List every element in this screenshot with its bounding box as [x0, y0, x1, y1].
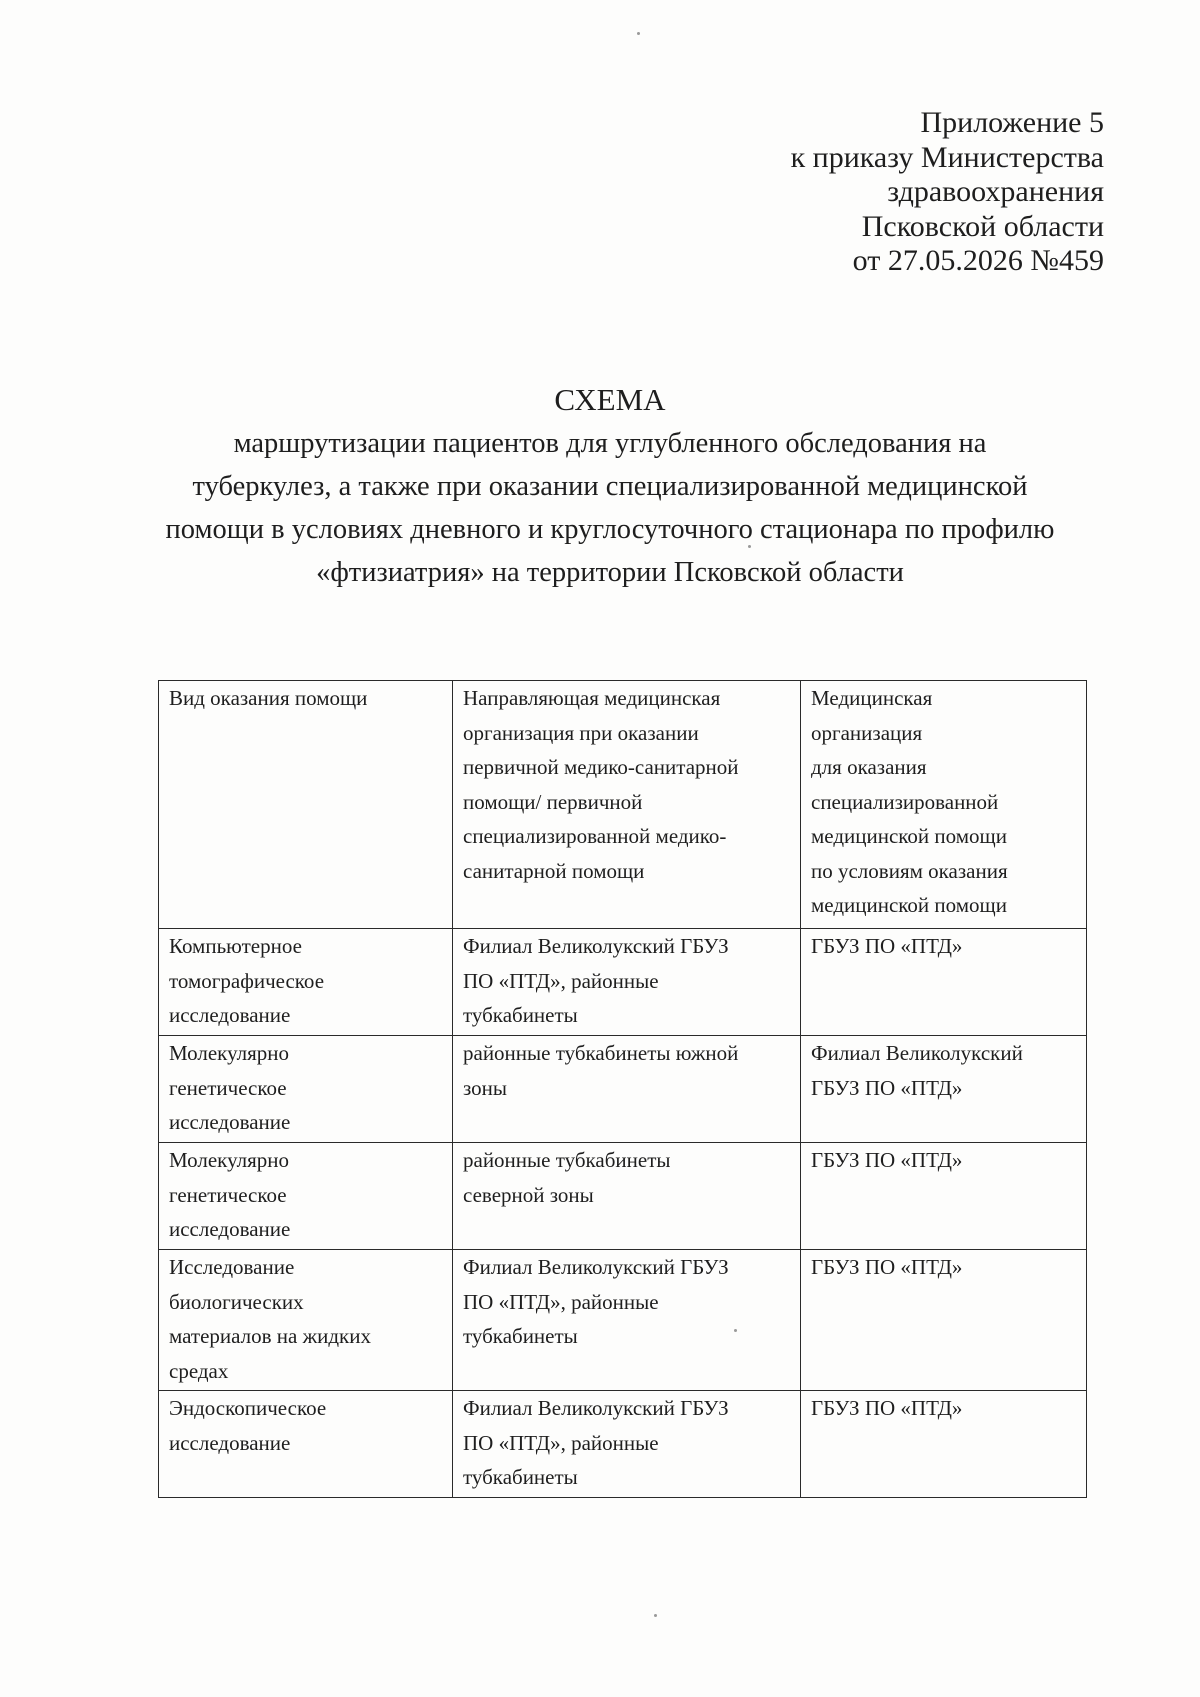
- scan-speck: [654, 1614, 657, 1617]
- cell-text-line: ПО «ПТД», районные: [463, 1430, 659, 1455]
- table-row: [159, 1036, 1087, 1143]
- cell-text-line: тубкабинеты: [463, 1003, 578, 1027]
- referring-organization-cell: [453, 1250, 801, 1391]
- cell-text-line: ГБУЗ ПО «ПТД»: [811, 1255, 963, 1279]
- appendix-line: от 27.05.2026 №459: [852, 244, 1104, 277]
- cell-text-line: Молекулярно: [169, 1041, 290, 1065]
- table-row: [159, 1250, 1087, 1391]
- appendix-line: Приложение 5: [920, 106, 1104, 139]
- specialized-organization-cell: [801, 1250, 1087, 1391]
- cell-text-line: биологических: [169, 1289, 304, 1314]
- cell-text-line: организация: [811, 720, 923, 745]
- title-subtitle-line: «фтизиатрия» на территории Псковской области: [316, 557, 904, 588]
- table-header-cell: [159, 681, 453, 929]
- cell-text-line: Исследование: [169, 1255, 295, 1279]
- document-title: [130, 380, 1090, 594]
- cell-text-line: первичной медико-санитарной: [463, 755, 739, 779]
- cell-text-line: исследование: [169, 1217, 291, 1241]
- cell-text-line: исследование: [169, 1430, 291, 1455]
- title-subtitle-line: туберкулез, а также при оказании специализированной медицинской: [192, 471, 1028, 502]
- cell-text-line: специализированной: [811, 789, 999, 814]
- cell-text-line: материалов на жидких: [169, 1324, 371, 1348]
- assistance-type-cell: [159, 1143, 453, 1250]
- cell-text-line: Направляющая медицинская: [463, 686, 721, 710]
- cell-text-line: ПО «ПТД», районные: [463, 1289, 659, 1314]
- table-header-cell: [801, 681, 1087, 929]
- referring-organization-cell: [453, 929, 801, 1036]
- cell-text-line: тубкабинеты: [463, 1465, 578, 1489]
- cell-text-line: Компьютерное: [169, 934, 302, 958]
- table-header-cell: [453, 681, 801, 929]
- specialized-organization-cell: [801, 929, 1087, 1036]
- appendix-line: здравоохранения: [887, 175, 1104, 208]
- title-subtitle-line: помощи в условиях дневного и круглосуточного стационара по профилю: [165, 514, 1055, 545]
- cell-text-line: организация при оказании: [463, 720, 699, 745]
- cell-text-line: северной зоны: [463, 1182, 594, 1207]
- cell-text-line: средах: [169, 1358, 229, 1383]
- table-row: [159, 929, 1087, 1036]
- cell-text-line: медицинской помощи: [811, 893, 1007, 917]
- cell-text-line: Филиал Великолукский ГБУЗ: [463, 1396, 729, 1420]
- cell-text-line: специализированной медико-: [463, 824, 727, 848]
- cell-text-line: зоны: [463, 1075, 508, 1100]
- cell-text-line: ПО «ПТД», районные: [463, 968, 659, 993]
- table-row: [159, 1143, 1087, 1250]
- cell-text-line: ГБУЗ ПО «ПТД»: [811, 1396, 963, 1420]
- appendix-block: [791, 106, 1104, 279]
- scan-speck: [637, 32, 640, 35]
- assistance-type-cell: [159, 1391, 453, 1498]
- referring-organization-cell: [453, 1391, 801, 1498]
- cell-text-line: Эндоскопическое: [169, 1396, 327, 1420]
- cell-text-line: районные тубкабинеты: [463, 1148, 671, 1172]
- title-main: СХЕМА: [554, 382, 666, 417]
- assistance-type-cell: [159, 929, 453, 1036]
- cell-text-line: Вид оказания помощи: [169, 686, 368, 710]
- referring-organization-cell: [453, 1143, 801, 1250]
- appendix-line: Псковской области: [861, 209, 1104, 243]
- cell-text-line: по условиям оказания: [811, 858, 1008, 883]
- cell-text-line: медицинской помощи: [811, 824, 1007, 848]
- referring-organization-cell: [453, 1036, 801, 1143]
- scan-speck: [748, 545, 751, 548]
- cell-text-line: генетическое: [169, 1075, 287, 1100]
- cell-text-line: исследование: [169, 1110, 291, 1134]
- cell-text-line: санитарной помощи: [463, 858, 645, 883]
- appendix-line: к приказу Министерства: [790, 140, 1104, 174]
- cell-text-line: Молекулярно: [169, 1148, 290, 1172]
- cell-text-line: исследование: [169, 1003, 291, 1027]
- cell-text-line: ГБУЗ ПО «ПТД»: [811, 934, 963, 958]
- cell-text-line: тубкабинеты: [463, 1324, 578, 1348]
- title-subtitle-line: маршрутизации пациентов для углубленного обследования на: [233, 428, 987, 459]
- specialized-organization-cell: [801, 1391, 1087, 1498]
- cell-text-line: Филиал Великолукский ГБУЗ: [463, 934, 729, 958]
- cell-text-line: ГБУЗ ПО «ПТД»: [811, 1075, 963, 1100]
- cell-text-line: ГБУЗ ПО «ПТД»: [811, 1148, 963, 1172]
- cell-text-line: помощи/ первичной: [463, 789, 643, 814]
- cell-text-line: районные тубкабинеты южной: [463, 1041, 739, 1065]
- cell-text-line: генетическое: [169, 1182, 287, 1207]
- cell-text-line: томографическое: [169, 968, 325, 993]
- cell-text-line: для оказания: [811, 755, 927, 779]
- table-header-row: [159, 681, 1087, 929]
- cell-text-line: Филиал Великолукский: [811, 1041, 1023, 1065]
- assistance-type-cell: [159, 1036, 453, 1143]
- assistance-type-cell: [159, 1250, 453, 1391]
- cell-text-line: Медицинская: [811, 686, 933, 710]
- specialized-organization-cell: [801, 1143, 1087, 1250]
- specialized-organization-cell: [801, 1036, 1087, 1143]
- scan-speck: [734, 1329, 737, 1332]
- table-row: [159, 1391, 1087, 1498]
- title-subtitle: [130, 422, 1090, 594]
- cell-text-line: Филиал Великолукский ГБУЗ: [463, 1255, 729, 1279]
- routing-table: [158, 680, 1087, 1498]
